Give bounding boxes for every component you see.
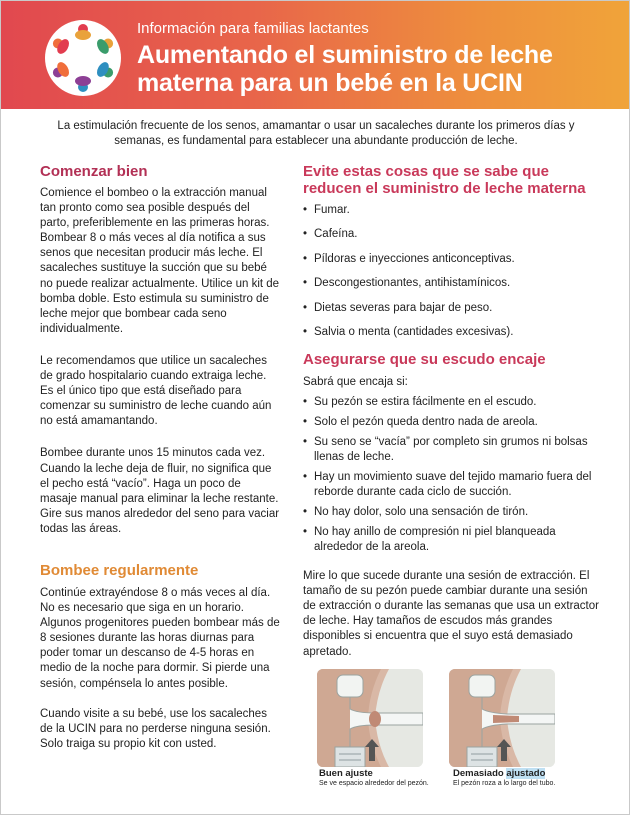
shield-intro: Sabrá que encaja si: bbox=[303, 375, 408, 388]
caption-too-tight-title bbox=[453, 769, 603, 779]
shield-item: • No hay anillo de compresión ni piel blanqueada alrededor de la areola. bbox=[303, 525, 603, 555]
regular-paragraph-1: Continúe extrayéndose 8 o más veces al día. No es necesario que siga en un horario. Algunos progenitores pueden bombear más de 8 sesiones durante las horas diurnas para poder tomar un descanso de 4-5 horas en medio de la noche para dormir. Si pierde una sesión, compénsela lo antes posible. bbox=[40, 586, 280, 690]
too-tight-illustration bbox=[449, 669, 555, 767]
avoid-item: • Fumar. bbox=[303, 203, 603, 218]
caption-too-tight-text: El pezón roza a lo largo del tubo. bbox=[453, 780, 556, 787]
avoid-item: • Dietas severas para bajar de peso. bbox=[303, 301, 603, 316]
left-column bbox=[40, 163, 280, 752]
logo-figure-body bbox=[75, 76, 91, 86]
shield-item: • No hay dolor, solo una sensación de tirón. bbox=[303, 505, 603, 520]
header-kicker: Información para familias lactantes bbox=[137, 20, 369, 37]
shield-item: • Solo el pezón queda dentro nada de areola. bbox=[303, 415, 603, 430]
caption-too-tight-title-highlight: ajustado bbox=[506, 768, 546, 779]
regular-paragraph-2: Cuando visite a su bebé, use los sacaleches de la UCIN para no perderse ninguna sesión. Solo traiga su propio kit con usted. bbox=[40, 707, 271, 750]
right-column bbox=[303, 163, 603, 660]
shield-item: • Su pezón se estira fácilmente en el escudo. bbox=[303, 395, 603, 410]
avoid-item: • Descongestionantes, antihistamínicos. bbox=[303, 276, 603, 291]
heading-start: Comenzar bien bbox=[40, 163, 148, 180]
shield-closing-paragraph: Mire lo que sucede durante una sesión de extracción. El tamaño de su pezón puede cambiar durante una sesión de extracción o durante las semanas que usa un extractor de leche. Hay tamaños de escudos más grandes disponibles si encuentra que el suyo está demasiado apretado. bbox=[303, 570, 599, 658]
flange-fit-figures bbox=[317, 669, 557, 767]
shield-list bbox=[303, 395, 603, 555]
avoid-item: • Cafeína. bbox=[303, 227, 603, 242]
good-fit-image bbox=[317, 669, 423, 767]
start-paragraph-2: Le recomendamos que utilice un sacaleches de grado hospitalario cuando extraiga leche. Es el único tipo que está diseñado para comenzar su suministro de leche cuando aún no está amamantando. bbox=[40, 354, 272, 428]
header-banner bbox=[1, 1, 630, 109]
caption-too-tight bbox=[453, 769, 603, 788]
shield-item: • Hay un movimiento suave del tejido mamario fuera del reborde durante cada ciclo de succión. bbox=[303, 470, 603, 500]
heading-avoid: Evite estas cosas que se sabe que reducen el suministro de leche materna bbox=[303, 163, 586, 197]
avoid-list bbox=[303, 203, 603, 340]
logo-graphic bbox=[45, 20, 121, 96]
start-paragraph-3: Bombee durante unos 15 minutos cada vez. Cuando la leche deja de fluir, no significa que el pecho está “vacío”. Haga un poco de masaje manual para eliminar la leche restante. Gire sus manos alrededor del seno para vaciar todas las áreas. bbox=[40, 447, 280, 535]
heading-shield: Asegurarse que su escudo encaje bbox=[303, 350, 546, 368]
avoid-item: • Salvia o menta (cantidades excesivas). bbox=[303, 325, 603, 340]
intro-text: La estimulación frecuente de los senos, amamantar o usar un sacaleches durante los primeros días y semanas, es fundamental para establecer una abundante producción de leche. bbox=[57, 120, 575, 147]
shield-item: • Su seno se “vacía” por completo sin grumos ni bolsas llenas de leche. bbox=[303, 435, 603, 465]
avoid-item: • Píldoras e inyecciones anticonceptivas. bbox=[303, 252, 603, 267]
family-circle-logo-icon bbox=[45, 20, 121, 96]
page-title: Aumentando el suministro de leche materna para un bebé en la UCIN bbox=[137, 41, 553, 97]
too-tight-image bbox=[449, 669, 555, 767]
caption-good-fit-title: Buen ajuste bbox=[319, 768, 373, 779]
caption-good-fit-text: Se ve espacio alrededor del pezón. bbox=[319, 780, 429, 787]
heading-regular: Bombee regularmente bbox=[40, 561, 199, 579]
caption-too-tight-title-main: Demasiado bbox=[453, 768, 507, 779]
caption-good-fit bbox=[319, 769, 449, 788]
logo-center bbox=[74, 49, 92, 67]
good-fit-illustration bbox=[317, 669, 423, 767]
start-paragraph-1: Comience el bombeo o la extracción manual tan pronto como sea posible después del parto, preferiblemente en las primeras horas. Bombear 8 o más veces al día notifica a sus senos que necesitan producir más leche. El sacaleches sustituye la succión que su bebé no puede realizar actualmente. Utilice un kit de bomba doble. Esto estimula su suministro de leche mejor que bombear cada seno individualmente. bbox=[40, 187, 280, 335]
logo-figure-body bbox=[75, 30, 91, 40]
